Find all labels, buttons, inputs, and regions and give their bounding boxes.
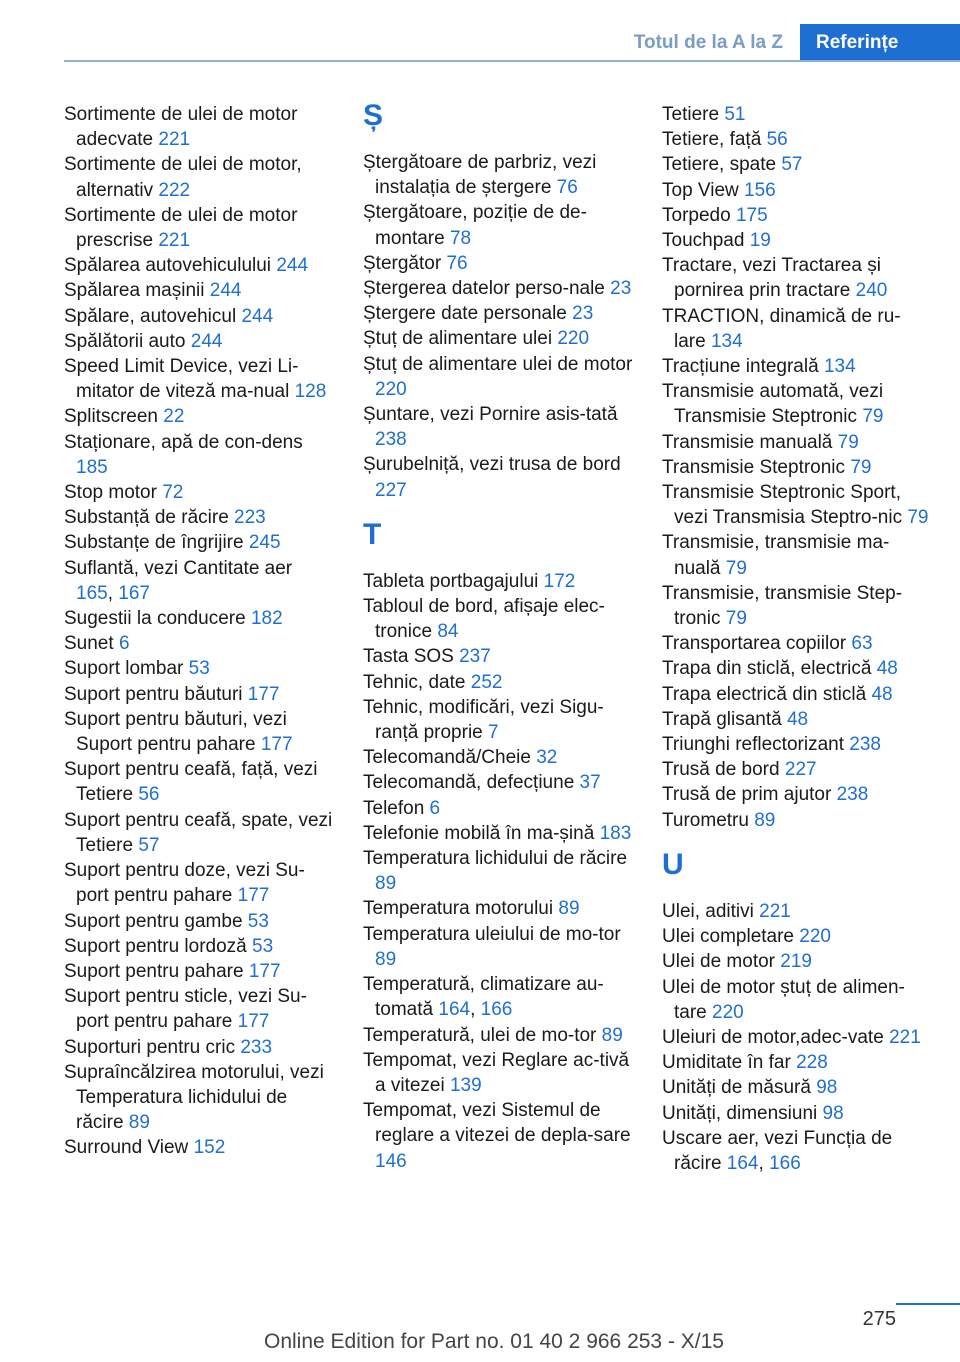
index-entry [64,203,334,253]
page-reference-link[interactable]: 79 [725,608,747,630]
index-entry [363,644,633,669]
page-reference-link[interactable]: 237 [459,646,491,668]
index-term: Transmisie manuală [662,431,838,453]
page-reference-link[interactable]: 165 [76,582,108,604]
index-term: Suport pentru doze, vezi Su-port pentru pahare [64,860,305,907]
index-entry: Temperatură, climatizare au-tomată 164, 166 [363,974,604,1021]
index-term: Transportarea copiilor [662,633,852,655]
index-term: Telecomandă/Cheie [363,747,537,769]
page-reference-link[interactable]: 63 [851,633,873,655]
index-term: Suport lombar [64,658,189,680]
page-reference-link[interactable]: 172 [543,570,576,592]
page-reference-link[interactable]: 152 [193,1137,226,1159]
index-entry [363,670,633,695]
index-entry [64,606,334,631]
index-entry [662,203,932,228]
page-reference-link[interactable]: 146 [375,1150,407,1172]
index-entry [64,278,334,303]
index-entry [363,402,633,452]
index-term: Tetiere, spate [662,154,782,176]
index-entry [662,455,932,480]
index-entry [363,326,633,351]
page-reference-link[interactable]: 240 [855,280,888,302]
index-term: Tasta SOS [363,646,460,668]
index-entry [64,329,334,354]
index-entry [64,934,334,959]
page-reference-link[interactable]: 37 [579,772,601,794]
section-title: Totul de la A la Z [633,32,783,53]
index-entry [363,796,633,821]
index-term: Suport pentru pahare [64,960,249,982]
index-term: Sortimente de ulei de motor adecvate [64,104,298,151]
index-term: Spălarea autovehiculului [64,255,277,277]
index-entry [662,899,932,924]
index-term: Trapa din sticlă, electrică [662,658,877,680]
index-term: Tetiere [662,104,725,125]
index-entry [662,732,932,757]
index-entry [662,581,932,631]
index-entry [662,924,932,949]
index-entry [64,682,334,707]
index-entry [662,530,932,580]
index-entry [363,695,633,745]
page-reference-link[interactable]: 23 [610,278,632,300]
index-term: Transmisie Steptronic [662,456,851,478]
page-reference-link[interactable]: 6 [118,633,130,655]
index-entry [363,150,633,200]
index-term: Turometru [662,809,755,831]
index-entry: Uscare aer, vezi Funcția de răcire 164, 166 [662,1127,893,1174]
page-reference-link[interactable]: 177 [237,885,270,907]
page-reference-link[interactable]: 244 [209,280,242,302]
page-header [64,24,960,62]
index-term: Tabloul de bord, afișaje elec-tronice [363,596,605,643]
index-term: Substanțe de îngrijire [64,532,249,554]
page-reference-link[interactable]: 220 [375,378,407,400]
index-entry [64,152,334,202]
page-reference-link[interactable]: 53 [188,658,210,680]
index-term: Surround View [64,1137,194,1159]
index-term: Tempomat, vezi Reglare ac-tivă a vitezei [363,1049,630,1096]
page-reference-link[interactable]: 139 [449,1074,482,1096]
index-entry [363,846,633,896]
page-reference-link[interactable]: 6 [429,797,441,819]
page-reference-link[interactable]: 89 [558,898,580,920]
footer-edition-text: Online Edition for Part no. 01 40 2 966 253 - X/15 [264,1330,724,1353]
page-reference-link[interactable]: 32 [536,747,558,769]
index-term: Trapa electrică din sticlă [662,683,872,705]
index-term: Unități de măsură [662,1077,817,1099]
index-term: Tableta portbagajului [363,570,544,592]
page-reference-link[interactable]: 221 [889,1026,921,1048]
index-term: Suport pentru sticle, vezi Su-port pentru pahare [64,986,307,1033]
page-reference-link[interactable]: 89 [754,809,776,831]
index-term: Tractare, vezi Tractarea și pornirea prin tractare [662,255,881,302]
index-term: Splitscreen [64,406,164,428]
index-term: Tracțiune integrală [662,356,824,378]
page-reference-link[interactable]: 79 [837,431,859,453]
page-reference-link[interactable]: 76 [446,252,468,274]
page-reference-link[interactable]: 167 [118,582,150,604]
index-term: Speed Limit Device, vezi Li-mitator de viteză ma-nual [64,356,299,403]
index-entry [662,178,932,203]
index-entry [64,505,334,530]
index-letter-heading: T [363,517,382,551]
index-entry [363,821,633,846]
index-entry [363,200,633,250]
index-term: Transmisie, transmisie ma-nuală [662,532,890,579]
page-reference-link[interactable]: 156 [744,179,776,201]
page-reference-link[interactable]: 238 [836,784,869,806]
index-term: Triunghi reflectorizant [662,734,850,756]
index-entry [64,480,334,505]
index-entry [363,251,633,276]
index-term: Unități, dimensiuni [662,1102,823,1124]
index-term: Ulei, aditivi [662,900,760,922]
index-term: Ulei de motor ștuț de alimen-tare [662,976,905,1023]
index-entry [363,922,633,972]
index-term: Transmisie Steptronic Sport, vezi Transmisia Steptro-nic [662,482,908,529]
index-entry [662,757,932,782]
page-reference-link[interactable]: 84 [437,621,459,643]
page-reference-link[interactable]: 183 [599,822,632,844]
page-reference-link[interactable]: 177 [247,683,280,705]
page-reference-link[interactable]: 238 [375,429,407,451]
index-term: Ștergerea datelor perso-nale [363,278,611,300]
index-entry [662,1025,932,1050]
index-letter-heading: Ș [363,99,384,132]
page-reference-link[interactable]: 79 [862,406,884,428]
page-reference-link[interactable]: 177 [237,1011,270,1033]
index-entry [662,480,932,530]
index-entry [662,682,932,707]
index-entry [363,276,633,301]
page-reference-link[interactable]: 227 [784,759,817,781]
index-term: Sortimente de ulei de motor prescrise [64,204,298,252]
index-term: Tehnic, modificări, vezi Sigu-ranță proprie [363,696,604,744]
index-entry [662,808,932,833]
index-term: Umiditate în far [662,1052,797,1074]
index-term: Substanță de răcire [64,507,235,529]
index-entry [64,304,334,329]
index-term: Temperatura motorului [363,898,559,920]
page-reference-link[interactable]: 220 [557,328,590,350]
index-term: Temperatură, ulei de mo-tor [363,1024,602,1046]
page-reference-link[interactable]: 48 [871,683,893,705]
index-term: Suport pentru gambe [64,910,248,932]
index-entry [64,1035,334,1060]
page-reference-link[interactable]: 48 [786,708,809,730]
index-term: Supraîncălzirea motorului, vezi Temperatura lichidului de răcire [64,1061,324,1134]
index-entry [64,808,334,858]
page-number: 275 [862,1308,896,1330]
page-reference-link[interactable]: 244 [190,330,223,352]
index-entry [662,152,932,177]
page-reference-link[interactable]: 53 [247,910,269,932]
page-reference-link[interactable]: 233 [240,1036,273,1058]
index-entry [662,975,932,1025]
page-reference-link[interactable]: 221 [759,900,791,922]
index-entry [64,430,334,480]
index-term: Stop motor [64,482,163,504]
page-reference-link[interactable]: 78 [449,227,472,249]
index-term: Sortimente de ulei de motor, alternativ [64,154,302,201]
index-term: Touchpad [662,230,750,252]
page-reference-link[interactable]: 177 [248,960,281,982]
footer-rule [896,1303,960,1305]
page-reference-link[interactable]: 185 [76,456,108,478]
index-entry [363,594,633,644]
page-reference-link[interactable]: 89 [375,948,397,970]
index-entry [363,770,633,795]
page-reference-link[interactable]: 252 [470,671,503,693]
index-entry [64,656,334,681]
index-entry [363,1023,633,1048]
index-term: Sugestii la conducere [64,608,251,630]
index-column-3 [662,102,932,1176]
page-reference-link[interactable]: 227 [375,479,407,501]
index-term: Șuntare, vezi Pornire asis-tată [363,404,618,426]
index-term: Tetiere, față [662,129,767,151]
page-reference-link[interactable]: 223 [234,507,266,529]
page-reference-link[interactable]: 22 [163,406,185,428]
page-reference-link[interactable]: 221 [158,129,191,151]
index-term: Transmisie automată, vezi Transmisie Steptronic [662,381,884,428]
page-reference-link[interactable]: 51 [724,104,746,125]
page-reference-link[interactable]: 7 [488,722,499,744]
index-entry [64,909,334,934]
index-term: Suporturi pentru cric [64,1036,241,1058]
index-entry [64,631,334,656]
index-term: Uscare aer, vezi Funcția de răcire [662,1127,893,1174]
index-term: Suport pentru băuturi, vezi Suport pentru pahare [64,708,287,756]
index-entry [662,228,932,253]
index-term: Suport pentru ceafă, spate, vezi Tetiere [64,809,333,856]
index-term: Suport pentru băuturi [64,683,248,705]
page-reference-link[interactable]: 89 [601,1024,623,1046]
page-reference-link[interactable]: 76 [556,177,578,199]
page-reference-link[interactable]: 244 [276,255,309,277]
index-entry [662,656,932,681]
index-entry [662,102,932,127]
page-reference-link[interactable]: 166 [769,1152,801,1174]
page-reference-link[interactable]: 182 [250,608,283,630]
page-reference-link[interactable]: 238 [849,734,881,756]
index-term: TRACTION, dinamică de ru-lare [662,305,901,352]
index-term: Ștergător [363,252,447,274]
page-reference-link[interactable]: 221 [158,230,191,252]
index-entry [64,858,334,908]
page-reference-link[interactable]: 175 [735,204,768,226]
index-entry [662,1075,932,1100]
chapter-tab: Referințe [800,24,960,62]
index-column-2 [363,99,633,1174]
index-term: Staționare, apă de con-dens [64,431,303,453]
index-term: Tehnic, date [363,671,471,693]
index-term: Temperatura uleiului de mo-tor [363,923,621,945]
page-reference-link[interactable]: 128 [294,381,327,403]
index-entry: Suflantă, vezi Cantitate aer 165, 167 [64,557,293,604]
index-term: Ulei de motor [662,951,781,973]
index-entry [363,1098,633,1174]
index-entry [363,452,633,502]
index-entry [662,1101,932,1126]
index-entry [64,1135,334,1160]
page-reference-link[interactable]: 57 [781,154,803,176]
index-entry [662,949,932,974]
index-entry [64,253,334,278]
page-reference-link[interactable]: 222 [158,179,191,201]
index-term: Suflantă, vezi Cantitate aer [64,557,293,579]
index-entry [662,127,932,152]
page-reference-link[interactable]: 228 [796,1052,828,1074]
index-term: Sunet [64,633,119,655]
index-entry [363,352,633,402]
index-term: Trapă glisantă [662,708,787,730]
index-term: Trusă de bord [662,759,785,781]
index-entry [64,354,334,404]
index-entry [662,631,932,656]
page-reference-link[interactable]: 79 [850,456,872,478]
index-entry [363,569,633,594]
index-term: Suport pentru lordoză [64,935,253,957]
index-entry [64,984,334,1034]
index-entry [64,1060,334,1136]
page-reference-link[interactable]: 89 [375,873,397,895]
index-term: Ștergătoare de parbriz, vezi instalația de ștergere [363,152,597,199]
page-reference-link[interactable]: 166 [480,999,513,1021]
index-term: Ștergere date personale [363,303,573,325]
index-term: Uleiuri de motor,adec-vate [662,1026,890,1048]
index-entry [662,430,932,455]
page-reference-link[interactable]: 57 [138,834,160,856]
index-term: Spălarea mașinii [64,280,210,302]
page-reference-link[interactable]: 134 [710,330,743,352]
index-letter-heading: U [662,847,684,881]
page-reference-link[interactable]: 79 [907,507,929,529]
index-term: Torpedo [662,204,736,226]
index-entry [662,782,932,807]
page-reference-link[interactable]: 164 [438,999,471,1021]
page-reference-link[interactable]: 89 [128,1112,150,1134]
index-term: Ștuț de alimentare ulei [363,328,558,350]
index-entry [363,1048,633,1098]
page-reference-link[interactable]: 164 [726,1152,759,1174]
index-column-1 [64,102,334,1161]
index-term: Șurubelniță, vezi trusa de bord [363,454,621,476]
index-entry [662,707,932,732]
index-term: Temperatură, climatizare au-tomată [363,974,604,1021]
index-term: Suport pentru ceafă, față, vezi Tetiere [64,759,318,806]
index-entry [64,530,334,555]
index-entry [64,707,334,757]
index-entry [64,757,334,807]
index-entry [662,354,932,379]
index-entry [363,301,633,326]
index-term: Top View [662,179,745,201]
index-entry [662,379,932,429]
index-entry [64,102,334,152]
page-reference-link[interactable]: 220 [712,1001,744,1023]
index-entry [64,404,334,429]
page-reference-link[interactable]: 19 [749,230,771,252]
header-rule [64,60,960,62]
index-entry [64,959,334,984]
index-entry [363,745,633,770]
index-entry [363,896,633,921]
index-term: Telefon [363,797,430,819]
page-reference-link[interactable]: 134 [823,356,856,378]
page-reference-link[interactable]: 177 [260,734,293,756]
index-term: Spălătorii auto [64,330,191,352]
page-reference-link[interactable]: 244 [241,305,274,327]
index-entry [662,253,932,303]
page-reference-link[interactable]: 245 [248,532,281,554]
page-reference-link[interactable]: 79 [725,557,747,579]
page-reference-link[interactable]: 72 [162,482,184,504]
page-reference-link[interactable]: 53 [252,935,274,957]
page-reference-link[interactable]: 56 [766,129,788,151]
page-reference-link[interactable]: 98 [816,1077,838,1099]
page-reference-link[interactable]: 23 [572,303,594,325]
page-reference-link[interactable]: 48 [876,658,898,680]
index-term: Ștuț de alimentare ulei de motor [363,353,633,375]
index-term: Trusă de prim ajutor [662,784,837,806]
index-entry [662,1050,932,1075]
page-reference-link[interactable]: 219 [780,951,812,973]
index-term: Ulei completare [662,926,800,948]
page-reference-link[interactable]: 98 [822,1102,844,1124]
page-reference-link[interactable]: 56 [138,784,160,806]
index-entry [662,304,932,354]
index-term: Telefonie mobilă în ma-șină [363,822,600,844]
index-term: Transmisie, transmisie Step-tronic [662,582,903,630]
index-term: Spălare, autovehicul [64,305,242,327]
index-term: Tempomat, vezi Sistemul de reglare a vitezei de depla-sare [363,1100,631,1147]
index-term: Ștergătoare, poziție de de-montare [363,202,587,249]
index-term: Telecomandă, defecțiune [363,772,580,794]
index-term: Temperatura lichidului de răcire [363,848,628,870]
page-reference-link[interactable]: 220 [799,926,831,948]
